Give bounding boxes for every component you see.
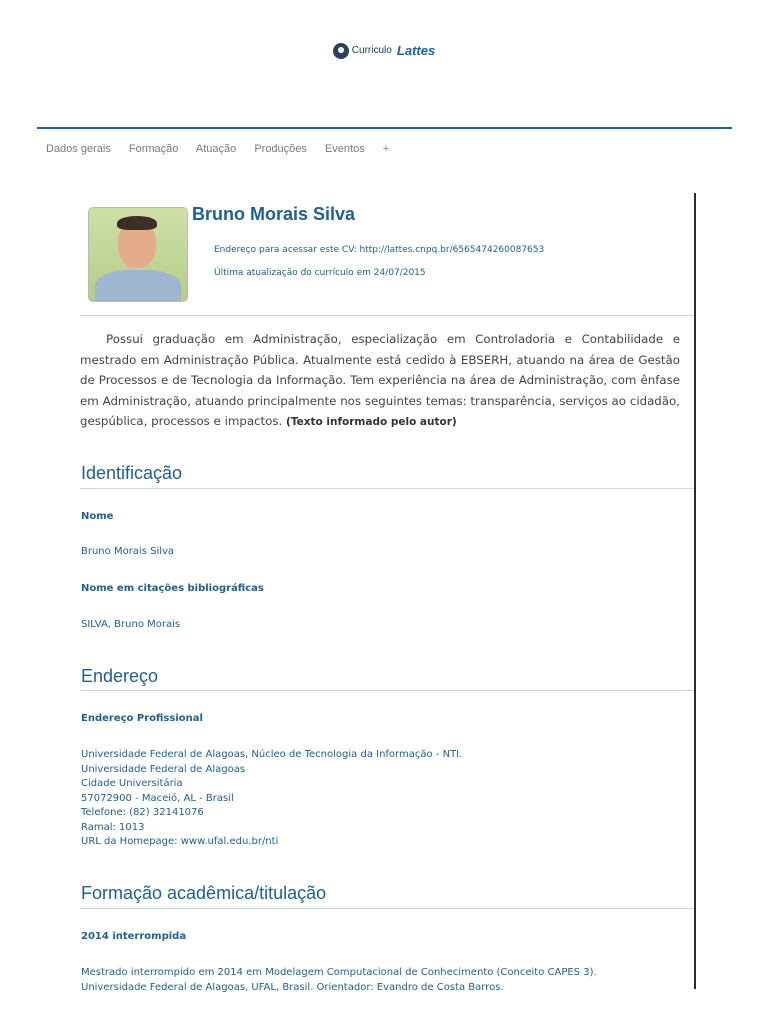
section-title-formacao: Formação acadêmica/titulação xyxy=(81,883,327,903)
formacao-year-label: 2014 interrompida xyxy=(81,931,187,942)
address-line: Universidade Federal de Alagoas xyxy=(81,763,246,775)
section-title-endereco: Endereço xyxy=(81,666,159,686)
nav-eventos[interactable]: Eventos xyxy=(324,143,365,155)
homepage-link[interactable]: URL da Homepage: www.ufal.edu.br/nti xyxy=(81,836,279,847)
address-line: Telefone: (82) 32141076 xyxy=(81,807,204,818)
logo-prefix: Curriculo xyxy=(351,45,392,56)
nav-atuacao[interactable]: Atuação xyxy=(195,143,237,155)
nome-label: Nome xyxy=(81,511,114,522)
nav-dados-gerais[interactable]: Dados gerais xyxy=(46,143,111,155)
section-nav xyxy=(46,143,404,155)
formacao-entry xyxy=(81,966,597,995)
lattes-logo[interactable] xyxy=(0,40,768,59)
address-line: Universidade Federal de Alagoas, Núcleo de Tecnologia da Informação - NTI. xyxy=(81,749,463,760)
logo-name: Lattes xyxy=(396,43,436,58)
nav-formacao[interactable]: Formação xyxy=(128,143,179,155)
citacoes-label: Nome em citações bibliográficas xyxy=(81,583,264,594)
nav-more[interactable]: + xyxy=(382,143,390,155)
endereco-address xyxy=(81,748,462,850)
profile-summary xyxy=(80,329,680,433)
endereco-profissional-label: Endereço Profissional xyxy=(81,713,203,724)
nav-producoes[interactable]: Produções xyxy=(254,143,307,155)
summary-text: Possui graduação em Administração, especialização em Controladoria e Contabilidade e mestrado em Administração Pública. Atualmente está cedido à EBSERH, atuando na área de Gestão de Processos e de Tecnologia da Informação. Tem experiência na área de Administração, com ênfase em Administração, atuando principalmente nos seguintes temas: transparência, serviços ao cidadão, gespública, processos e impactos. xyxy=(80,332,680,428)
formacao-line1: Mestrado interrompido em 2014 em Modelagem Computacional de Conhecimento xyxy=(81,967,494,978)
address-line: Ramal: 1013 xyxy=(81,821,145,833)
updated-line: Última atualização do currículo em 24/07/2015 xyxy=(214,268,426,278)
address-line: Cidade Universitária xyxy=(81,778,183,789)
formacao-capes: (Conceito CAPES 3). xyxy=(493,967,597,978)
section-divider xyxy=(80,908,694,909)
section-divider xyxy=(80,690,694,691)
cv-content xyxy=(80,193,696,993)
summary-note: (Texto informado pelo autor) xyxy=(286,416,457,428)
profile-divider xyxy=(80,315,694,316)
nome-value: Bruno Morais Silva xyxy=(81,546,175,557)
cv-url-line[interactable]: Endereço para acessar este CV: http://lattes.cnpq.br/6565474260087653 xyxy=(214,245,545,255)
section-title-identificacao: Identificação xyxy=(81,463,183,483)
formacao-line2: Universidade Federal de Alagoas, UFAL, Brasil. Orientador: Evandro de Costa Barros. xyxy=(81,981,504,993)
citacoes-value: SILVA, Bruno Morais xyxy=(81,619,181,630)
profile-photo xyxy=(88,207,188,302)
lattes-logo-icon xyxy=(333,43,349,59)
address-line: 57072900 - Maceió, AL - Brasil xyxy=(81,792,234,804)
section-divider xyxy=(80,488,694,489)
header-divider xyxy=(37,127,732,129)
profile-name: Bruno Morais Silva xyxy=(192,204,356,224)
